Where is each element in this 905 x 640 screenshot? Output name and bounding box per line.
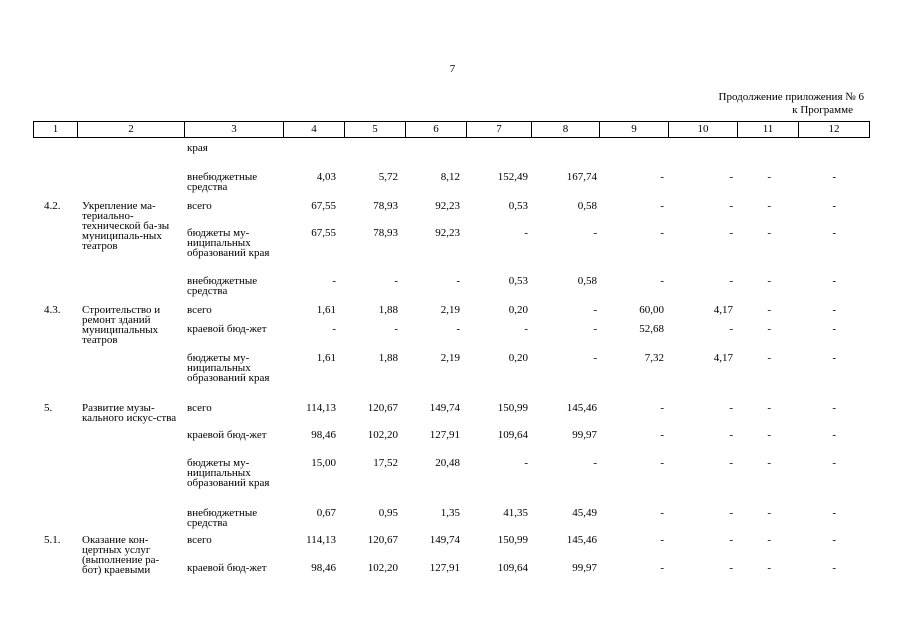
- cell-col-5: 17,52: [373, 457, 398, 469]
- cell-col-5: 120,67: [367, 402, 398, 414]
- cell-col-8: 99,97: [572, 429, 597, 441]
- cell-col-10: -: [729, 534, 733, 546]
- cell-col-5: 102,20: [367, 429, 398, 441]
- cell-col-7: 150,99: [497, 534, 528, 546]
- cell-col-10: -: [729, 171, 733, 183]
- cell-col-4: 0,67: [316, 507, 336, 519]
- header-col-9: 9: [600, 122, 669, 137]
- cell-col-8: 99,97: [572, 562, 597, 574]
- cell-col-9: 52,68: [639, 323, 664, 335]
- header-col-11: 11: [738, 122, 799, 137]
- cell-col-12: -: [832, 171, 836, 183]
- row-name: Укрепление ма-териально-технической ба-зы муниципаль-ных театров: [82, 200, 170, 252]
- cell-col-7: 152,49: [497, 171, 528, 183]
- cell-col-5: 120,67: [367, 534, 398, 546]
- row-source-label: всего: [187, 402, 212, 414]
- table-header: [33, 121, 870, 138]
- cell-col-7: -: [524, 457, 528, 469]
- cell-col-8: -: [593, 352, 597, 364]
- cell-col-8: -: [593, 457, 597, 469]
- row-source-label: всего: [187, 304, 212, 316]
- cell-col-7: 109,64: [497, 429, 528, 441]
- cell-col-11: -: [767, 457, 771, 469]
- cell-col-7: 41,35: [503, 507, 528, 519]
- cell-col-7: 0,20: [508, 304, 528, 316]
- cell-col-4: -: [332, 323, 336, 335]
- row-number: 5.: [44, 402, 53, 414]
- cell-col-9: -: [660, 457, 664, 469]
- cell-col-4: 98,46: [311, 562, 336, 574]
- cell-col-6: 92,23: [435, 200, 460, 212]
- cell-col-9: 60,00: [639, 304, 664, 316]
- cell-col-8: 167,74: [566, 171, 597, 183]
- cell-col-9: -: [660, 429, 664, 441]
- row-source-label: всего: [187, 534, 212, 546]
- cell-col-4: -: [332, 275, 336, 287]
- row-source-label: бюджеты му-ниципальных образований края: [187, 227, 270, 259]
- cell-col-11: -: [767, 200, 771, 212]
- cell-col-8: 145,46: [566, 402, 597, 414]
- cell-col-11: -: [767, 402, 771, 414]
- cell-col-7: 109,64: [497, 562, 528, 574]
- cell-col-10: -: [729, 507, 733, 519]
- cell-col-12: -: [832, 275, 836, 287]
- cell-col-11: -: [767, 562, 771, 574]
- cell-col-5: 1,88: [378, 352, 398, 364]
- cell-col-9: -: [660, 562, 664, 574]
- cell-col-4: 1,61: [316, 304, 336, 316]
- cell-col-7: 150,99: [497, 402, 528, 414]
- cell-col-12: -: [832, 429, 836, 441]
- cell-col-9: 7,32: [644, 352, 664, 364]
- header-col-5: 5: [345, 122, 406, 137]
- cell-col-4: 114,13: [306, 402, 336, 414]
- cell-col-6: 8,12: [440, 171, 460, 183]
- header-col-4: 4: [284, 122, 345, 137]
- cell-col-12: -: [832, 323, 836, 335]
- cell-col-5: 1,88: [378, 304, 398, 316]
- cell-col-12: -: [832, 507, 836, 519]
- row-source-label: краевой бюд-жет: [187, 562, 267, 574]
- cell-col-7: -: [524, 323, 528, 335]
- row-name: Развитие музы-кального искус-ства: [82, 402, 177, 424]
- cell-col-4: 67,55: [311, 227, 336, 239]
- cell-col-12: -: [832, 352, 836, 364]
- cell-col-9: -: [660, 275, 664, 287]
- cell-col-11: -: [767, 507, 771, 519]
- cell-col-6: 127,91: [429, 429, 460, 441]
- cell-col-12: -: [832, 402, 836, 414]
- cell-col-6: -: [456, 323, 460, 335]
- cell-col-9: -: [660, 171, 664, 183]
- cell-col-5: 78,93: [373, 200, 398, 212]
- cell-col-9: -: [660, 534, 664, 546]
- row-source-label: краевой бюд-жет: [187, 323, 267, 335]
- cell-col-6: 1,35: [440, 507, 460, 519]
- cell-col-8: -: [593, 323, 597, 335]
- cell-col-9: -: [660, 402, 664, 414]
- header-col-7: 7: [467, 122, 532, 137]
- cell-col-10: -: [729, 275, 733, 287]
- cell-col-12: -: [832, 227, 836, 239]
- cell-col-5: 78,93: [373, 227, 398, 239]
- cell-col-6: -: [456, 275, 460, 287]
- cell-col-4: 4,03: [316, 171, 336, 183]
- header-col-1: 1: [34, 122, 78, 137]
- header-col-8: 8: [532, 122, 600, 137]
- cell-col-11: -: [767, 171, 771, 183]
- cell-col-11: -: [767, 227, 771, 239]
- cell-col-10: 4,17: [713, 304, 733, 316]
- row-source-label: всего: [187, 200, 212, 212]
- cell-col-4: 67,55: [311, 200, 336, 212]
- cell-col-10: -: [729, 562, 733, 574]
- cell-col-8: 0,58: [577, 200, 597, 212]
- cell-col-12: -: [832, 304, 836, 316]
- header-col-6: 6: [406, 122, 467, 137]
- header-col-10: 10: [669, 122, 738, 137]
- cell-col-4: 1,61: [316, 352, 336, 364]
- cell-col-10: -: [729, 457, 733, 469]
- cell-col-9: -: [660, 227, 664, 239]
- cell-col-4: 114,13: [306, 534, 336, 546]
- cell-col-12: -: [832, 534, 836, 546]
- cell-col-11: -: [767, 534, 771, 546]
- row-number: 4.3.: [44, 304, 61, 316]
- page-number: 7: [449, 63, 456, 75]
- row-number: 4.2.: [44, 200, 61, 212]
- header-col-2: 2: [78, 122, 185, 137]
- row-source-label: бюджеты му-ниципальных образований края: [187, 352, 270, 384]
- cell-col-8: 145,46: [566, 534, 597, 546]
- cell-col-5: 102,20: [367, 562, 398, 574]
- cell-col-10: 4,17: [713, 352, 733, 364]
- cell-col-11: -: [767, 304, 771, 316]
- cell-col-6: 2,19: [440, 352, 460, 364]
- cell-col-5: -: [394, 323, 398, 335]
- cell-col-10: -: [729, 402, 733, 414]
- cell-col-7: 0,53: [508, 200, 528, 212]
- header-col-3: 3: [185, 122, 284, 137]
- row-source-label: бюджеты му-ниципальных образований края: [187, 457, 270, 489]
- row-name: Оказание кон-цертных услуг (выполнение ра-бот) краевыми: [82, 534, 160, 576]
- row-number: 5.1.: [44, 534, 61, 546]
- header-col-12: 12: [828, 123, 840, 135]
- cell-col-4: 98,46: [311, 429, 336, 441]
- cell-col-6: 149,74: [429, 402, 460, 414]
- cell-col-11: -: [767, 323, 771, 335]
- cell-col-4: 15,00: [311, 457, 336, 469]
- cell-col-6: 127,91: [429, 562, 460, 574]
- cell-col-9: -: [660, 200, 664, 212]
- row-source-label: внебюджетные средства: [187, 275, 258, 297]
- cell-col-5: -: [394, 275, 398, 287]
- cell-col-10: -: [729, 200, 733, 212]
- cell-col-8: -: [593, 304, 597, 316]
- cell-col-10: -: [729, 323, 733, 335]
- cell-col-10: -: [729, 429, 733, 441]
- cell-col-7: 0,20: [508, 352, 528, 364]
- continued-label: края: [187, 142, 208, 154]
- cell-col-12: -: [832, 200, 836, 212]
- cell-col-6: 149,74: [429, 534, 460, 546]
- cell-col-6: 2,19: [440, 304, 460, 316]
- row-name: Строительство и ремонт зданий муниципальных театров: [82, 304, 161, 346]
- row-source-label: внебюджетные средства: [187, 171, 258, 193]
- cell-col-8: 45,49: [572, 507, 597, 519]
- row-source-label: краевой бюд-жет: [187, 429, 267, 441]
- cell-col-7: 0,53: [508, 275, 528, 287]
- cell-col-12: -: [832, 562, 836, 574]
- cell-col-11: -: [767, 275, 771, 287]
- cell-col-8: -: [593, 227, 597, 239]
- cell-col-6: 92,23: [435, 227, 460, 239]
- row-source-label: внебюджетные средства: [187, 507, 258, 529]
- cell-col-11: -: [767, 352, 771, 364]
- cell-col-5: 0,95: [378, 507, 398, 519]
- cell-col-5: 5,72: [378, 171, 398, 183]
- appendix-subtitle: к Программе: [792, 104, 853, 116]
- cell-col-12: -: [832, 457, 836, 469]
- appendix-title: Продолжение приложения № 6: [718, 91, 864, 103]
- cell-col-9: -: [660, 507, 664, 519]
- cell-col-6: 20,48: [435, 457, 460, 469]
- cell-col-11: -: [767, 429, 771, 441]
- cell-col-7: -: [524, 227, 528, 239]
- cell-col-10: -: [729, 227, 733, 239]
- cell-col-8: 0,58: [577, 275, 597, 287]
